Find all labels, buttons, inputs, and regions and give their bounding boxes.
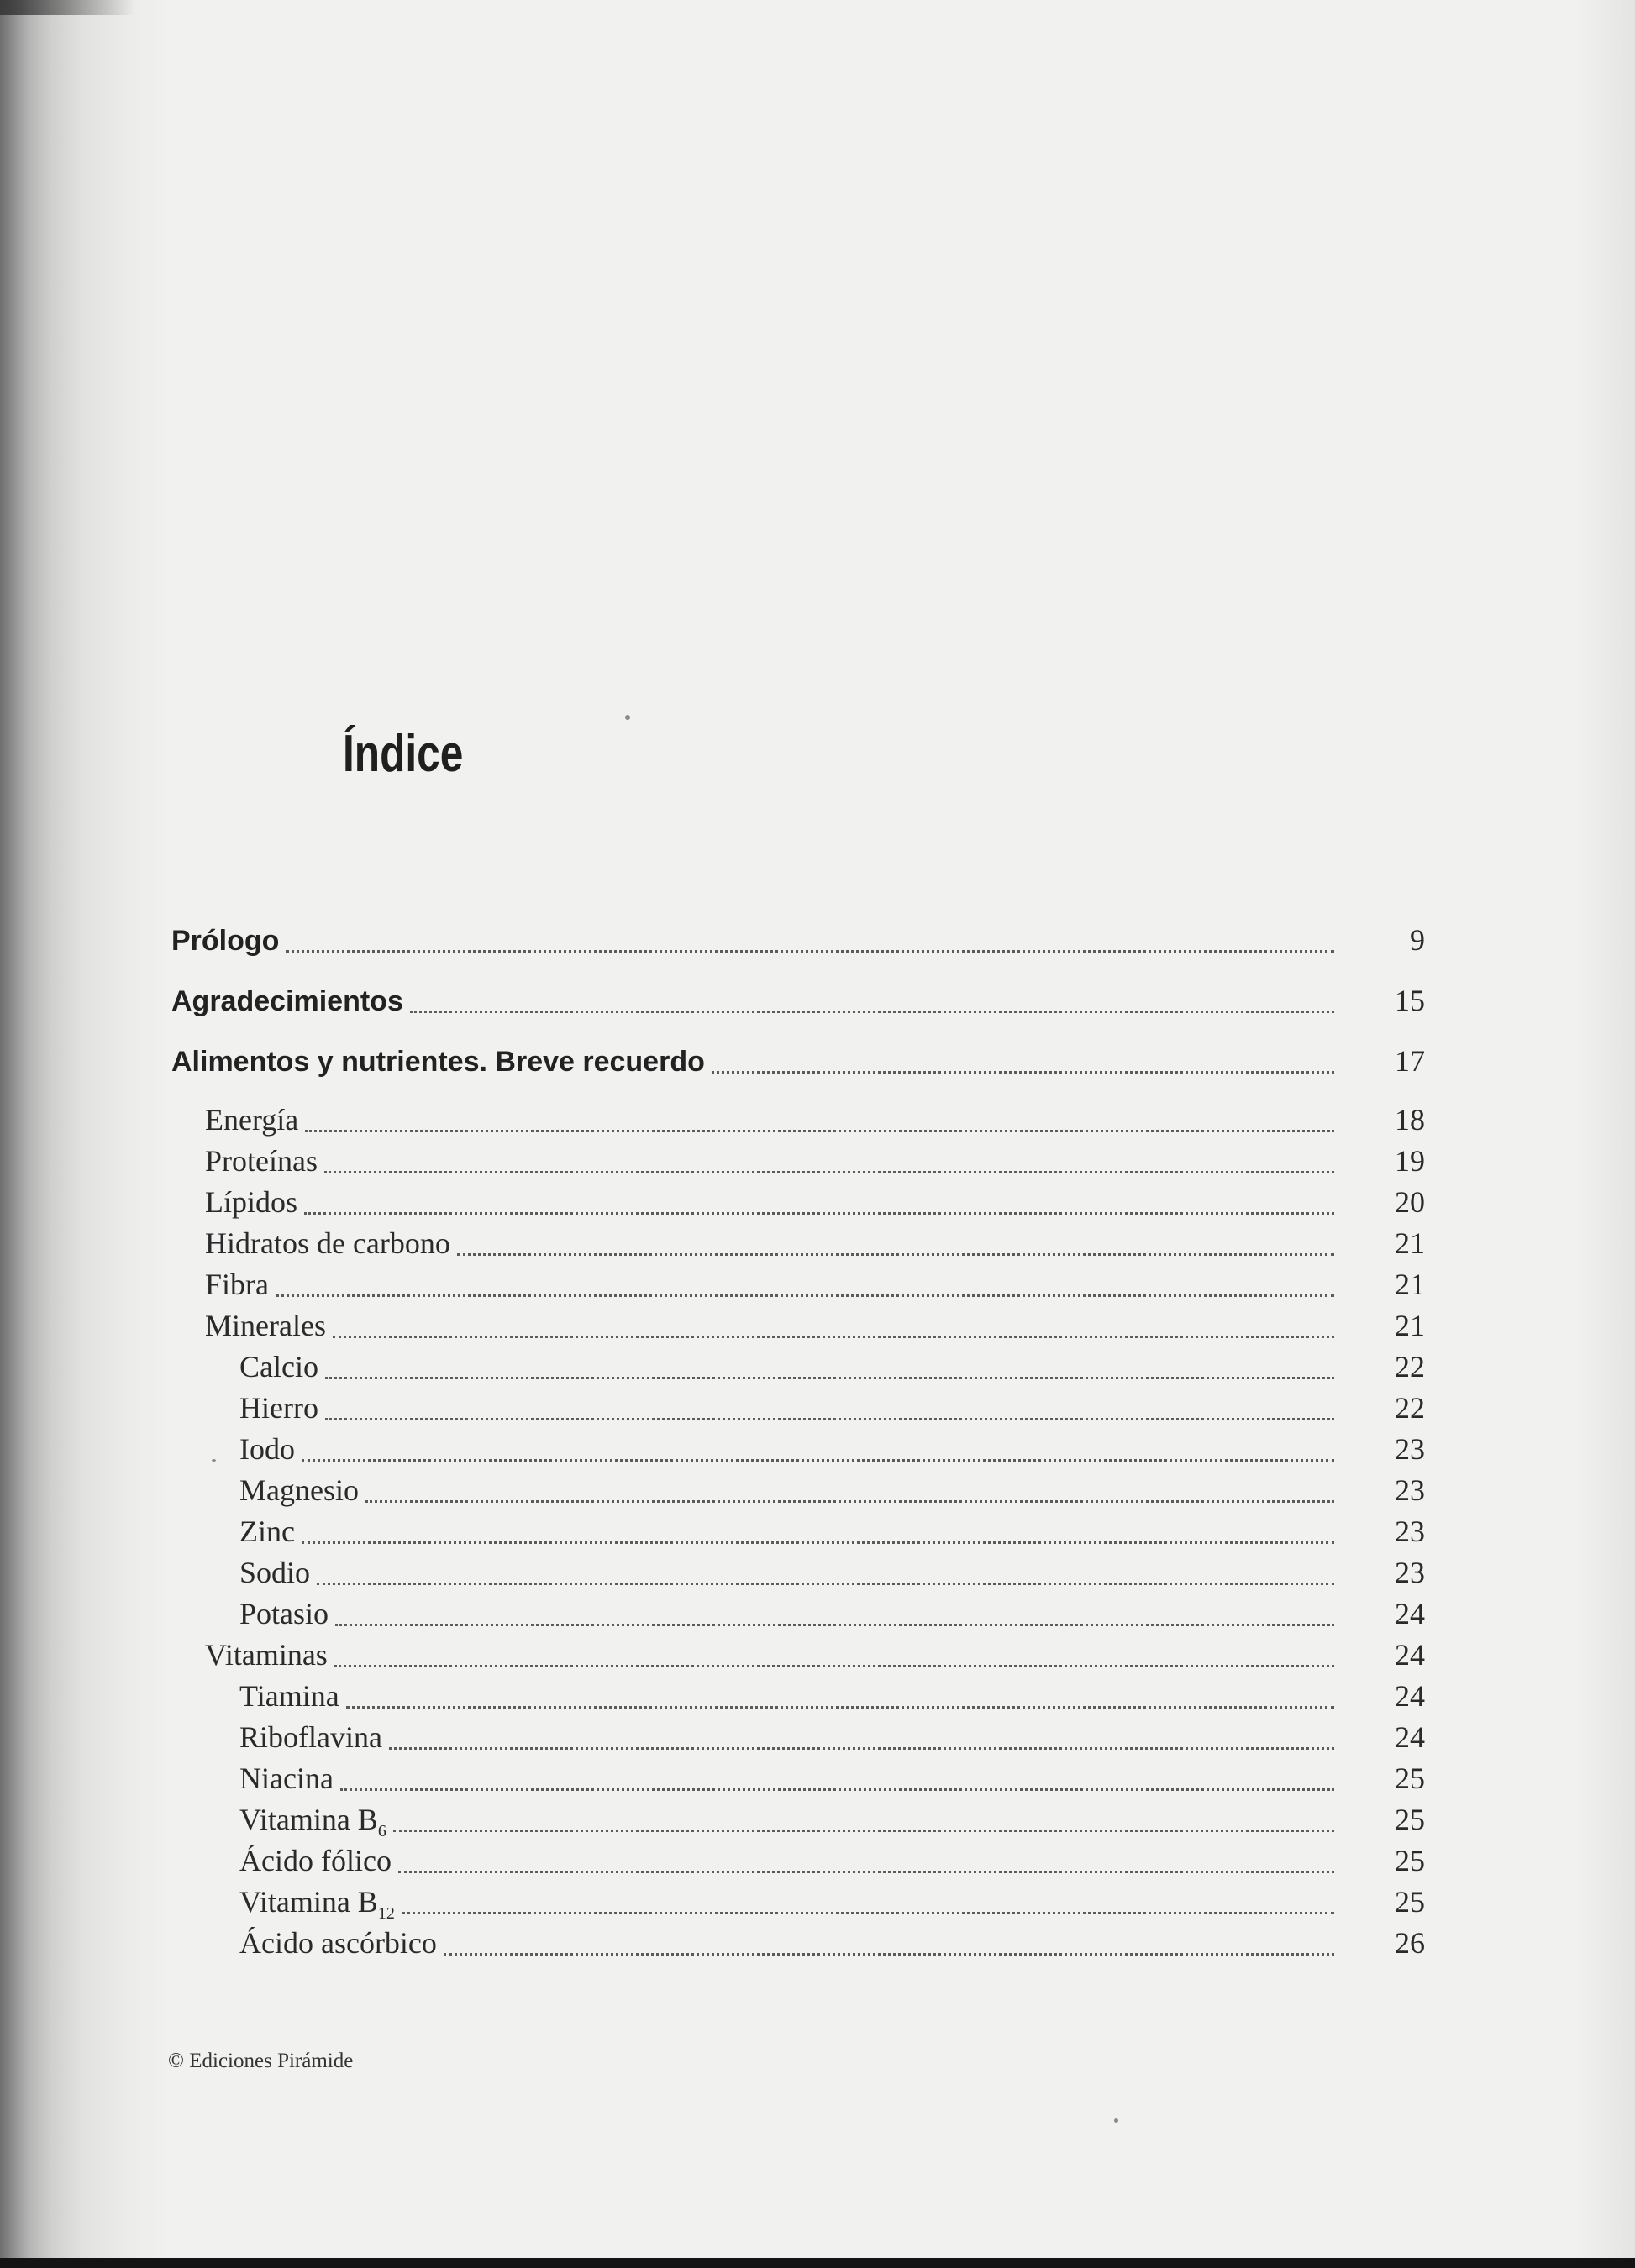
toc-entry-title bbox=[205, 1308, 333, 1343]
toc-entry bbox=[239, 1720, 1425, 1758]
toc-entry-title bbox=[239, 1925, 444, 1961]
toc-entry-text: Potasio bbox=[239, 1597, 329, 1630]
toc-entry-text: Lípidos bbox=[205, 1185, 298, 1219]
toc-page-number: 25 bbox=[1395, 1803, 1425, 1836]
toc-page-number: 23 bbox=[1395, 1473, 1425, 1507]
toc-entry bbox=[239, 1515, 1425, 1552]
toc-page-number: 23 bbox=[1395, 1432, 1425, 1466]
toc-entry-text: Alimentos y nutrientes. Breve recuerdo bbox=[171, 1046, 705, 1078]
toc-page-number: 24 bbox=[1395, 1720, 1425, 1754]
dot-leader bbox=[302, 1541, 1334, 1544]
toc-page-number: 25 bbox=[1395, 1761, 1425, 1795]
toc-entry-subscript: 6 bbox=[377, 1822, 386, 1840]
toc-entry-text: Ácido fólico bbox=[239, 1844, 392, 1877]
toc-entry-text: Vitamina B bbox=[239, 1885, 378, 1919]
toc-entry bbox=[171, 984, 1425, 1021]
toc-entry bbox=[205, 1268, 1425, 1305]
toc-entry-text: Tiamina bbox=[239, 1679, 339, 1713]
toc-page-number: 24 bbox=[1395, 1638, 1425, 1672]
toc-page-number: 18 bbox=[1395, 1103, 1425, 1137]
toc-entry bbox=[171, 1044, 1425, 1082]
toc-entry-title bbox=[239, 1555, 317, 1590]
toc-page-number: 25 bbox=[1395, 1885, 1425, 1919]
toc-entry bbox=[205, 1144, 1425, 1182]
dot-leader bbox=[457, 1253, 1334, 1256]
dot-leader bbox=[346, 1706, 1334, 1709]
toc-page-number: 23 bbox=[1395, 1556, 1425, 1589]
toc-entry bbox=[239, 1391, 1425, 1429]
toc-page-number: 17 bbox=[1395, 1044, 1425, 1078]
toc-entry bbox=[239, 1350, 1425, 1388]
toc-entry-title bbox=[239, 1596, 335, 1631]
dot-leader bbox=[325, 1377, 1334, 1379]
toc-entry-text: Minerales bbox=[205, 1309, 326, 1342]
toc-entry-title bbox=[205, 1226, 457, 1261]
toc-entry-text: Vitaminas bbox=[205, 1638, 328, 1672]
toc-entry-title bbox=[205, 1102, 305, 1137]
toc-entry-subscript: 12 bbox=[377, 1904, 395, 1923]
dot-leader bbox=[333, 1336, 1334, 1338]
toc-entry-title bbox=[205, 1637, 334, 1672]
toc-page-number: 23 bbox=[1395, 1515, 1425, 1548]
toc-page-number: 9 bbox=[1410, 923, 1425, 957]
dot-leader bbox=[335, 1624, 1334, 1626]
toc-entry-text: Niacina bbox=[239, 1761, 334, 1795]
toc-page-number: 26 bbox=[1395, 1926, 1425, 1960]
dot-leader bbox=[410, 1011, 1334, 1013]
toc-entry bbox=[239, 1803, 1425, 1840]
dot-leader bbox=[304, 1212, 1334, 1215]
dot-leader bbox=[402, 1912, 1334, 1914]
toc-page-number: 15 bbox=[1395, 984, 1425, 1017]
dot-leader bbox=[317, 1583, 1334, 1585]
page-title: Índice bbox=[343, 725, 464, 783]
toc-entry-title bbox=[171, 985, 410, 1018]
copyright-notice: © Ediciones Pirámide bbox=[168, 2050, 354, 2072]
dot-leader bbox=[712, 1071, 1334, 1074]
toc-entry-text: Vitamina B bbox=[239, 1803, 378, 1836]
toc-entry-title bbox=[239, 1884, 402, 1923]
dot-leader bbox=[365, 1500, 1334, 1503]
toc-entry-text: Hierro bbox=[239, 1391, 318, 1425]
toc-entry-text: Prólogo bbox=[171, 925, 280, 957]
toc-entry-title bbox=[239, 1390, 325, 1425]
toc-entry-title bbox=[239, 1802, 393, 1840]
toc-entry-title bbox=[171, 1046, 712, 1079]
toc-entry-text: Hidratos de carbono bbox=[205, 1226, 450, 1260]
toc-entry-text: Fibra bbox=[205, 1268, 269, 1301]
dot-leader bbox=[286, 950, 1334, 953]
toc-entry bbox=[239, 1844, 1425, 1882]
toc-page-number: 21 bbox=[1395, 1226, 1425, 1260]
dot-leader bbox=[393, 1830, 1334, 1832]
toc-page-number: 21 bbox=[1395, 1309, 1425, 1342]
toc-entry-title bbox=[239, 1678, 346, 1714]
toc-entry-text: Magnesio bbox=[239, 1473, 359, 1507]
paper-speck bbox=[625, 715, 630, 720]
toc-entry-title bbox=[171, 925, 286, 958]
toc-entry bbox=[205, 1309, 1425, 1347]
toc-entry-title bbox=[239, 1473, 365, 1508]
toc-entry bbox=[239, 1761, 1425, 1799]
dot-leader bbox=[276, 1294, 1334, 1297]
toc-page-number: 19 bbox=[1395, 1144, 1425, 1178]
dot-leader bbox=[325, 1418, 1334, 1420]
toc-entry-title bbox=[239, 1514, 302, 1549]
toc-entry-title bbox=[239, 1761, 340, 1796]
toc-entry-text: Iodo bbox=[239, 1432, 295, 1466]
toc-entry bbox=[239, 1473, 1425, 1511]
toc-entry-text: Sodio bbox=[239, 1556, 311, 1589]
toc-entry-title bbox=[239, 1349, 325, 1384]
toc-entry-title bbox=[205, 1184, 304, 1220]
dot-leader bbox=[305, 1130, 1334, 1132]
dot-leader bbox=[340, 1788, 1334, 1791]
toc-entry bbox=[171, 923, 1425, 961]
toc-entry-text: Energía bbox=[205, 1103, 299, 1137]
toc-page-number: 25 bbox=[1395, 1844, 1425, 1877]
toc-page-number: 22 bbox=[1395, 1391, 1425, 1425]
toc-entry-title bbox=[205, 1267, 276, 1302]
toc-entry-title bbox=[239, 1719, 389, 1755]
toc-entry-text: Agradecimientos bbox=[171, 985, 403, 1017]
dot-leader bbox=[302, 1459, 1334, 1462]
dot-leader bbox=[324, 1171, 1334, 1173]
toc-page-number: 20 bbox=[1395, 1185, 1425, 1219]
dot-leader bbox=[398, 1871, 1334, 1873]
toc-entry bbox=[205, 1185, 1425, 1223]
toc-entry bbox=[239, 1885, 1425, 1923]
dot-leader bbox=[389, 1747, 1334, 1750]
paper-speck bbox=[212, 1459, 216, 1462]
toc-page-number: 24 bbox=[1395, 1597, 1425, 1630]
toc-entry-title bbox=[205, 1143, 324, 1179]
toc-entry bbox=[239, 1679, 1425, 1717]
toc-entry bbox=[205, 1103, 1425, 1141]
toc-entry-text: Ácido ascórbico bbox=[239, 1926, 437, 1960]
toc-entry bbox=[239, 1597, 1425, 1635]
paper-speck bbox=[1114, 2118, 1118, 2123]
dot-leader bbox=[334, 1665, 1334, 1667]
toc-entry bbox=[205, 1638, 1425, 1676]
toc-entry bbox=[239, 1926, 1425, 1964]
dot-leader bbox=[444, 1953, 1334, 1956]
toc-entry-text: Riboflavina bbox=[239, 1720, 382, 1754]
toc-entry-text: Proteínas bbox=[205, 1144, 318, 1178]
toc-entry-title bbox=[239, 1843, 398, 1878]
toc-page-number: 24 bbox=[1395, 1679, 1425, 1713]
toc-entry bbox=[205, 1226, 1425, 1264]
page-bottom-edge bbox=[0, 2258, 1635, 2268]
toc-entry bbox=[239, 1432, 1425, 1470]
toc-entry-title bbox=[239, 1431, 302, 1467]
toc-page-number: 21 bbox=[1395, 1268, 1425, 1301]
toc-entry bbox=[239, 1556, 1425, 1593]
toc-entry-text: Calcio bbox=[239, 1350, 318, 1383]
toc-entry-text: Zinc bbox=[239, 1515, 295, 1548]
toc-page-number: 22 bbox=[1395, 1350, 1425, 1383]
